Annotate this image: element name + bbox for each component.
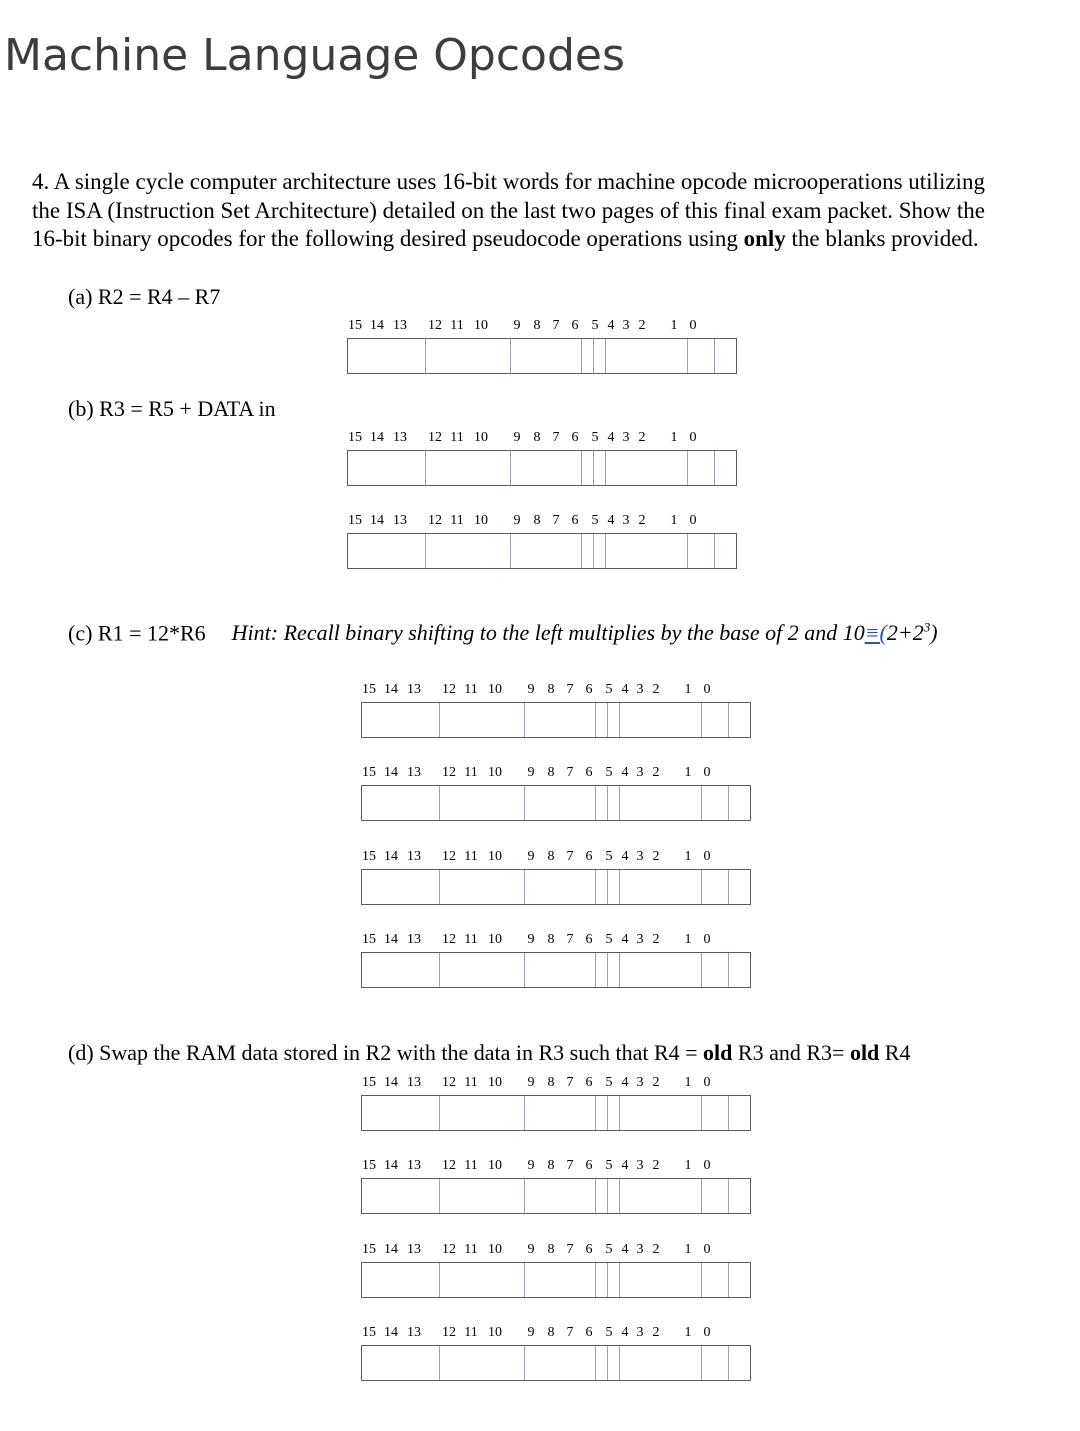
bit-label-8: 8 — [533, 430, 541, 445]
field-divider — [714, 451, 715, 485]
opcode-word — [361, 1158, 753, 1216]
bit-label-6: 6 — [585, 1242, 593, 1257]
field-divider — [701, 870, 702, 904]
bit-label-8: 8 — [533, 318, 541, 333]
bit-position-labels — [347, 430, 739, 450]
bit-label-3: 3 — [636, 765, 644, 780]
bit-label-5: 5 — [605, 682, 613, 697]
field-divider — [439, 1096, 440, 1130]
bit-label-3: 3 — [636, 682, 644, 697]
bit-label-12: 12 — [442, 932, 456, 947]
bit-label-14: 14 — [384, 1158, 398, 1173]
bit-label-9: 9 — [527, 1325, 535, 1340]
bit-label-9: 9 — [527, 1242, 535, 1257]
bit-label-7: 7 — [566, 932, 574, 947]
field-divider — [607, 1263, 608, 1297]
bit-label-3: 3 — [636, 932, 644, 947]
bit-label-9: 9 — [527, 1158, 535, 1173]
bit-label-11: 11 — [464, 682, 478, 697]
bit-label-7: 7 — [552, 318, 560, 333]
bit-label-3: 3 — [622, 430, 630, 445]
bit-label-1: 1 — [684, 1325, 692, 1340]
field-divider — [728, 1179, 729, 1213]
bit-label-7: 7 — [566, 765, 574, 780]
bit-label-2: 2 — [638, 318, 646, 333]
bit-label-6: 6 — [585, 1158, 593, 1173]
opcode-blank-box[interactable] — [361, 869, 751, 905]
field-divider — [728, 786, 729, 820]
bit-label-13: 13 — [407, 1242, 421, 1257]
bit-label-5: 5 — [591, 430, 599, 445]
bit-label-14: 14 — [370, 318, 384, 333]
bit-label-13: 13 — [407, 1325, 421, 1340]
bit-label-4: 4 — [621, 765, 629, 780]
bit-label-0: 0 — [703, 765, 711, 780]
field-divider — [595, 1179, 596, 1213]
field-divider — [607, 1179, 608, 1213]
field-divider — [439, 703, 440, 737]
opcode-word — [347, 318, 739, 376]
bit-label-13: 13 — [407, 849, 421, 864]
bit-label-5: 5 — [591, 513, 599, 528]
bit-label-15: 15 — [362, 932, 376, 947]
bit-label-12: 12 — [442, 765, 456, 780]
bit-label-4: 4 — [621, 682, 629, 697]
field-divider — [439, 1179, 440, 1213]
field-divider — [619, 1096, 620, 1130]
bit-label-8: 8 — [547, 682, 555, 697]
bit-label-2: 2 — [638, 513, 646, 528]
bit-position-labels — [361, 1075, 753, 1095]
field-divider — [701, 953, 702, 987]
opcode-blank-box[interactable] — [361, 1262, 751, 1298]
bit-label-7: 7 — [566, 1242, 574, 1257]
opcode-blank-box[interactable] — [361, 785, 751, 821]
bit-label-10: 10 — [474, 513, 488, 528]
bit-label-8: 8 — [547, 765, 555, 780]
field-divider — [607, 786, 608, 820]
bit-label-7: 7 — [552, 430, 560, 445]
field-divider — [605, 451, 606, 485]
bit-label-15: 15 — [348, 513, 362, 528]
field-divider — [607, 703, 608, 737]
bit-label-13: 13 — [393, 430, 407, 445]
field-divider — [439, 870, 440, 904]
bit-label-0: 0 — [689, 430, 697, 445]
bit-label-13: 13 — [407, 1158, 421, 1173]
bit-label-4: 4 — [621, 1075, 629, 1090]
part-b-label: (b) R3 = R5 + DATA in — [68, 396, 276, 421]
bit-label-15: 15 — [362, 1158, 376, 1173]
bit-label-7: 7 — [552, 513, 560, 528]
bit-label-9: 9 — [527, 1075, 535, 1090]
bit-label-4: 4 — [621, 1325, 629, 1340]
page-title: Machine Language Opcodes — [4, 30, 625, 81]
field-divider — [581, 534, 582, 568]
opcode-word — [361, 1325, 753, 1383]
bit-label-0: 0 — [703, 1075, 711, 1090]
emphasis-only: only — [743, 226, 786, 251]
field-divider — [619, 1263, 620, 1297]
bit-label-0: 0 — [703, 1325, 711, 1340]
opcode-blank-box[interactable] — [361, 1178, 751, 1214]
bit-label-1: 1 — [684, 932, 692, 947]
field-divider — [701, 703, 702, 737]
bit-label-11: 11 — [464, 1075, 478, 1090]
opcode-word — [361, 765, 753, 823]
field-divider — [510, 534, 511, 568]
bit-label-8: 8 — [547, 932, 555, 947]
bit-label-10: 10 — [488, 1325, 502, 1340]
bit-label-15: 15 — [362, 1242, 376, 1257]
bit-label-12: 12 — [428, 318, 442, 333]
bit-label-4: 4 — [621, 1242, 629, 1257]
bit-label-4: 4 — [607, 513, 615, 528]
field-divider — [619, 1346, 620, 1380]
bit-label-6: 6 — [571, 430, 579, 445]
bit-label-9: 9 — [527, 682, 535, 697]
opcode-word — [361, 682, 753, 740]
bit-label-11: 11 — [464, 932, 478, 947]
bit-label-5: 5 — [605, 765, 613, 780]
bit-position-labels — [347, 513, 739, 533]
bit-label-13: 13 — [393, 318, 407, 333]
bit-label-15: 15 — [362, 682, 376, 697]
bit-label-12: 12 — [442, 1158, 456, 1173]
bit-position-labels — [361, 1325, 753, 1345]
bit-label-4: 4 — [621, 1158, 629, 1173]
bit-label-13: 13 — [407, 1075, 421, 1090]
field-divider — [439, 1263, 440, 1297]
field-divider — [524, 953, 525, 987]
field-divider — [510, 339, 511, 373]
part-d-label: (d) Swap the RAM data stored in R2 with the data in R3 such that R4 = old R3 and R3= old R4 — [68, 1040, 911, 1065]
bit-label-15: 15 — [362, 849, 376, 864]
bit-label-8: 8 — [533, 513, 541, 528]
bit-label-10: 10 — [488, 1075, 502, 1090]
bit-position-labels — [361, 1242, 753, 1262]
question-line-3: 16-bit binary opcodes for the following desired pseudocode operations using only the blanks provided. — [32, 226, 979, 251]
bit-label-15: 15 — [362, 765, 376, 780]
field-divider — [619, 870, 620, 904]
bit-label-10: 10 — [474, 430, 488, 445]
opcode-word — [361, 1242, 753, 1300]
bit-label-11: 11 — [464, 1325, 478, 1340]
bit-label-1: 1 — [684, 1075, 692, 1090]
field-divider — [701, 1096, 702, 1130]
bit-label-6: 6 — [571, 513, 579, 528]
question-line-1: 4. A single cycle computer architecture uses 16-bit words for machine opcode microoperations utilizing — [32, 169, 985, 194]
bit-label-11: 11 — [464, 849, 478, 864]
bit-label-15: 15 — [362, 1325, 376, 1340]
bit-label-2: 2 — [652, 1325, 660, 1340]
field-divider — [510, 451, 511, 485]
bit-label-0: 0 — [703, 1242, 711, 1257]
bit-label-14: 14 — [384, 765, 398, 780]
bit-label-11: 11 — [464, 765, 478, 780]
bit-label-11: 11 — [464, 1158, 478, 1173]
bit-label-9: 9 — [513, 430, 521, 445]
part-a-label: (a) R2 = R4 – R7 — [68, 284, 221, 309]
bit-label-10: 10 — [474, 318, 488, 333]
bit-label-2: 2 — [652, 932, 660, 947]
field-divider — [581, 339, 582, 373]
bit-label-14: 14 — [370, 513, 384, 528]
bit-label-12: 12 — [442, 682, 456, 697]
bit-label-8: 8 — [547, 1158, 555, 1173]
field-divider — [439, 953, 440, 987]
field-divider — [581, 451, 582, 485]
opcode-word — [361, 849, 753, 907]
bit-label-4: 4 — [621, 932, 629, 947]
bit-label-7: 7 — [566, 1325, 574, 1340]
field-divider — [619, 953, 620, 987]
bit-label-6: 6 — [571, 318, 579, 333]
bit-label-14: 14 — [384, 1075, 398, 1090]
question-line-2: the ISA (Instruction Set Architecture) detailed on the last two pages of this final exam packet. Show the — [32, 197, 985, 223]
opcode-word — [361, 1075, 753, 1133]
opcode-blank-box[interactable] — [347, 338, 737, 374]
field-divider — [524, 1179, 525, 1213]
bit-label-5: 5 — [605, 1158, 613, 1173]
bit-label-2: 2 — [652, 682, 660, 697]
bit-position-labels — [361, 1158, 753, 1178]
bit-label-11: 11 — [450, 513, 464, 528]
bit-label-1: 1 — [684, 1158, 692, 1173]
bit-label-6: 6 — [585, 1325, 593, 1340]
bit-label-12: 12 — [428, 430, 442, 445]
bit-label-14: 14 — [370, 430, 384, 445]
bit-label-15: 15 — [348, 430, 362, 445]
bit-label-10: 10 — [488, 765, 502, 780]
bit-label-1: 1 — [670, 318, 678, 333]
bit-label-4: 4 — [621, 849, 629, 864]
bit-label-1: 1 — [684, 682, 692, 697]
bit-position-labels — [347, 318, 739, 338]
bit-position-labels — [361, 765, 753, 785]
bit-label-3: 3 — [636, 1242, 644, 1257]
bit-label-13: 13 — [407, 765, 421, 780]
bit-label-14: 14 — [384, 849, 398, 864]
field-divider — [439, 786, 440, 820]
field-divider — [687, 534, 688, 568]
bit-label-3: 3 — [622, 318, 630, 333]
bit-label-1: 1 — [670, 513, 678, 528]
field-divider — [687, 451, 688, 485]
field-divider — [439, 1346, 440, 1380]
bit-label-11: 11 — [450, 430, 464, 445]
bit-label-9: 9 — [527, 932, 535, 947]
field-divider — [595, 870, 596, 904]
field-divider — [593, 534, 594, 568]
bit-label-2: 2 — [652, 1075, 660, 1090]
field-divider — [593, 451, 594, 485]
bit-position-labels — [361, 849, 753, 869]
bit-label-2: 2 — [652, 1242, 660, 1257]
bit-label-15: 15 — [348, 318, 362, 333]
bit-label-7: 7 — [566, 682, 574, 697]
opcode-word — [361, 932, 753, 990]
bit-label-12: 12 — [428, 513, 442, 528]
bit-label-5: 5 — [605, 1242, 613, 1257]
question-text — [32, 168, 1077, 254]
bit-label-2: 2 — [652, 849, 660, 864]
opcode-blank-box[interactable] — [361, 702, 751, 738]
field-divider — [701, 786, 702, 820]
field-divider — [701, 1179, 702, 1213]
bit-label-7: 7 — [566, 1075, 574, 1090]
bit-label-1: 1 — [684, 765, 692, 780]
bit-label-1: 1 — [670, 430, 678, 445]
bit-label-9: 9 — [527, 765, 535, 780]
bit-label-12: 12 — [442, 1075, 456, 1090]
field-divider — [728, 870, 729, 904]
bit-label-0: 0 — [703, 932, 711, 947]
field-divider — [524, 1263, 525, 1297]
bit-label-3: 3 — [636, 849, 644, 864]
field-divider — [607, 953, 608, 987]
opcode-blank-box[interactable] — [347, 450, 737, 486]
bit-label-0: 0 — [689, 513, 697, 528]
field-divider — [714, 534, 715, 568]
bit-label-1: 1 — [684, 849, 692, 864]
bit-label-14: 14 — [384, 932, 398, 947]
bit-label-13: 13 — [407, 682, 421, 697]
field-divider — [595, 1096, 596, 1130]
bit-label-10: 10 — [488, 849, 502, 864]
field-divider — [595, 1263, 596, 1297]
bit-label-4: 4 — [607, 318, 615, 333]
field-divider — [728, 1263, 729, 1297]
bit-label-6: 6 — [585, 682, 593, 697]
bit-label-3: 3 — [636, 1075, 644, 1090]
field-divider — [595, 703, 596, 737]
bit-label-5: 5 — [591, 318, 599, 333]
field-divider — [728, 1096, 729, 1130]
field-divider — [524, 1096, 525, 1130]
field-divider — [714, 339, 715, 373]
field-divider — [619, 1179, 620, 1213]
opcode-word — [347, 513, 739, 571]
field-divider — [607, 870, 608, 904]
bit-label-3: 3 — [636, 1158, 644, 1173]
bit-label-8: 8 — [547, 849, 555, 864]
field-divider — [425, 451, 426, 485]
field-divider — [701, 1263, 702, 1297]
field-divider — [687, 339, 688, 373]
field-divider — [605, 339, 606, 373]
bit-label-14: 14 — [384, 1242, 398, 1257]
field-divider — [619, 703, 620, 737]
bit-position-labels — [361, 932, 753, 952]
bit-label-13: 13 — [407, 932, 421, 947]
bit-label-1: 1 — [684, 1242, 692, 1257]
bit-label-12: 12 — [442, 1325, 456, 1340]
bit-label-9: 9 — [513, 513, 521, 528]
bit-label-15: 15 — [362, 1075, 376, 1090]
bit-label-5: 5 — [605, 932, 613, 947]
field-divider — [728, 703, 729, 737]
bit-label-0: 0 — [689, 318, 697, 333]
field-divider — [607, 1096, 608, 1130]
bit-label-5: 5 — [605, 1075, 613, 1090]
bit-label-3: 3 — [622, 513, 630, 528]
bit-label-9: 9 — [527, 849, 535, 864]
bit-label-8: 8 — [547, 1325, 555, 1340]
bit-position-labels — [361, 682, 753, 702]
field-divider — [595, 786, 596, 820]
field-divider — [595, 1346, 596, 1380]
bit-label-0: 0 — [703, 1158, 711, 1173]
bit-label-13: 13 — [393, 513, 407, 528]
field-divider — [524, 870, 525, 904]
field-divider — [524, 786, 525, 820]
bit-label-11: 11 — [450, 318, 464, 333]
field-divider — [605, 534, 606, 568]
bit-label-6: 6 — [585, 1075, 593, 1090]
bit-label-11: 11 — [464, 1242, 478, 1257]
field-divider — [607, 1346, 608, 1380]
bit-label-2: 2 — [652, 765, 660, 780]
bit-label-10: 10 — [488, 1158, 502, 1173]
bit-label-6: 6 — [585, 765, 593, 780]
bit-label-0: 0 — [703, 849, 711, 864]
bit-label-12: 12 — [442, 849, 456, 864]
field-divider — [425, 534, 426, 568]
opcode-blank-box[interactable] — [361, 952, 751, 988]
bit-label-5: 5 — [605, 1325, 613, 1340]
bit-label-10: 10 — [488, 1242, 502, 1257]
part-c-label: (c) R1 = 12*R6 Hint: Recall binary shifting to the left multiplies by the base of 2 and $10\equiv(2+2^3)$ — [68, 620, 938, 646]
bit-label-8: 8 — [547, 1075, 555, 1090]
field-divider — [524, 1346, 525, 1380]
bit-label-14: 14 — [384, 682, 398, 697]
field-divider — [701, 1346, 702, 1380]
bit-label-7: 7 — [566, 1158, 574, 1173]
bit-label-6: 6 — [585, 849, 593, 864]
bit-label-10: 10 — [488, 932, 502, 947]
field-divider — [593, 339, 594, 373]
bit-label-8: 8 — [547, 1242, 555, 1257]
part-c-hint: Hint: Recall binary shifting to the left multiplies by the base of 2 and $10\equiv(2+2^3)$ — [231, 620, 938, 646]
opcode-word — [347, 430, 739, 488]
field-divider — [595, 953, 596, 987]
opcode-blank-box[interactable] — [347, 533, 737, 569]
field-divider — [524, 703, 525, 737]
bit-label-14: 14 — [384, 1325, 398, 1340]
bit-label-12: 12 — [442, 1242, 456, 1257]
bit-label-4: 4 — [607, 430, 615, 445]
field-divider — [425, 339, 426, 373]
bit-label-5: 5 — [605, 849, 613, 864]
bit-label-6: 6 — [585, 932, 593, 947]
opcode-blank-box[interactable] — [361, 1095, 751, 1131]
bit-label-2: 2 — [638, 430, 646, 445]
bit-label-7: 7 — [566, 849, 574, 864]
bit-label-2: 2 — [652, 1158, 660, 1173]
field-divider — [619, 786, 620, 820]
bit-label-0: 0 — [703, 682, 711, 697]
field-divider — [728, 1346, 729, 1380]
bit-label-3: 3 — [636, 1325, 644, 1340]
field-divider — [728, 953, 729, 987]
bit-label-10: 10 — [488, 682, 502, 697]
opcode-blank-box[interactable] — [361, 1345, 751, 1381]
bit-label-9: 9 — [513, 318, 521, 333]
